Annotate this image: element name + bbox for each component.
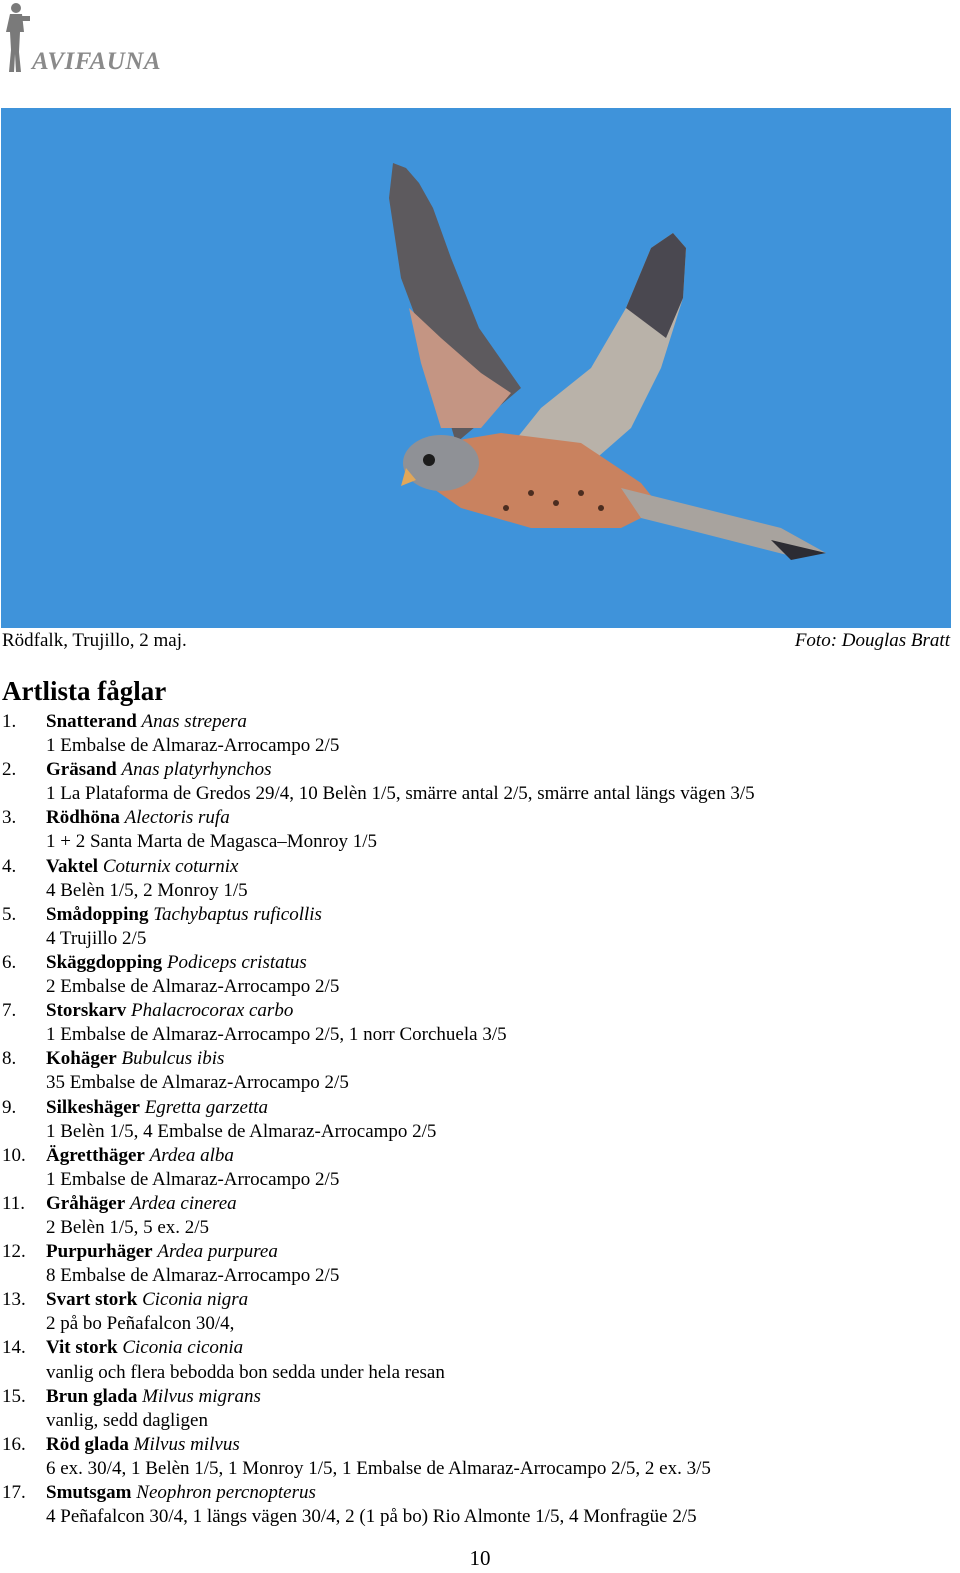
- species-number: 12.: [2, 1241, 26, 1263]
- species-title-line: [2, 951, 942, 975]
- species-title-line: [2, 1047, 942, 1071]
- species-swedish-name: Svart stork: [46, 1289, 138, 1311]
- species-details: 1 Embalse de Almaraz-Arrocampo 2/5, 1 norr Corchuela 3/5: [46, 1024, 507, 1046]
- species-details: 6 ex. 30/4, 1 Belèn 1/5, 1 Monroy 1/5, 1 Embalse de Almaraz-Arrocampo 2/5, 2 ex. 3/5: [46, 1457, 711, 1479]
- species-scientific-name: Ardea alba: [149, 1144, 234, 1166]
- species-scientific-name: Phalacrocorax carbo: [130, 1000, 294, 1022]
- species-entry: [2, 951, 942, 999]
- species-entry: [2, 1096, 942, 1144]
- birdwatcher-silhouette-icon: [2, 2, 32, 74]
- species-details: vanlig och flera bebodda bon sedda under hela resan: [46, 1361, 445, 1383]
- species-swedish-name: Gräsand: [46, 759, 117, 781]
- species-title-line: [2, 999, 942, 1023]
- species-swedish-name: Gråhäger: [46, 1192, 126, 1214]
- species-title-line: [2, 1096, 942, 1120]
- species-scientific-name: Ardea purpurea: [157, 1241, 278, 1263]
- species-title-line: [2, 758, 942, 782]
- species-details: 1 + 2 Santa Marta de Magasca–Monroy 1/5: [46, 831, 377, 853]
- species-scientific-name: Neophron percnopterus: [136, 1482, 316, 1503]
- species-details: 4 Peñafalcon 30/4, 1 längs vägen 30/4, 2 (1 på bo) Rio Almonte 1/5, 4 Monfragüe 2/5: [46, 1506, 697, 1528]
- species-details: 1 Embalse de Almaraz-Arrocampo 2/5: [46, 1168, 340, 1190]
- species-scientific-name: Milvus milvus: [133, 1433, 240, 1455]
- species-swedish-name: Snatterand: [46, 711, 137, 732]
- species-entry: [2, 1047, 942, 1095]
- species-scientific-name: Anas platyrhynchos: [121, 759, 272, 781]
- species-title-line: [2, 903, 942, 927]
- species-details: 1 Belèn 1/5, 4 Embalse de Almaraz-Arrocampo 2/5: [46, 1120, 437, 1142]
- species-scientific-name: Bubulcus ibis: [121, 1048, 225, 1070]
- kestrel-photo: [1, 108, 951, 628]
- species-title-line: [2, 1385, 942, 1409]
- species-entry: [2, 1240, 942, 1288]
- species-details: 35 Embalse de Almaraz-Arrocampo 2/5: [46, 1072, 349, 1094]
- species-swedish-name: Smådopping: [46, 903, 149, 925]
- species-title-line: [2, 1240, 942, 1264]
- species-entry: [2, 1144, 942, 1192]
- species-swedish-name: Purpurhäger: [46, 1241, 153, 1263]
- photo-caption-row: [2, 628, 950, 654]
- page-number: 10: [469, 1546, 491, 1570]
- species-entry: [2, 710, 942, 758]
- species-number: 8.: [2, 1048, 17, 1070]
- species-number: 7.: [2, 1000, 17, 1022]
- photo-caption: Rödfalk, Trujillo, 2 maj.: [2, 630, 187, 651]
- species-title-line: [2, 1433, 942, 1457]
- species-title-line: [2, 855, 942, 879]
- species-entry: [2, 1336, 942, 1384]
- species-details: vanlig, sedd dagligen: [46, 1409, 208, 1431]
- species-number: 15.: [2, 1385, 26, 1407]
- species-details: 4 Belèn 1/5, 2 Monroy 1/5: [46, 879, 248, 901]
- species-swedish-name: Kohäger: [46, 1048, 117, 1070]
- species-swedish-name: Storskarv: [46, 1000, 127, 1022]
- species-scientific-name: Alectoris rufa: [124, 807, 230, 829]
- species-entry: [2, 758, 942, 806]
- species-title-line: [2, 1481, 942, 1505]
- species-entry: [2, 1192, 942, 1240]
- species-details: 2 Embalse de Almaraz-Arrocampo 2/5: [46, 976, 340, 998]
- species-scientific-name: Ardea cinerea: [129, 1192, 237, 1214]
- species-title-line: [2, 1288, 942, 1312]
- species-entry: [2, 806, 942, 854]
- species-entry: [2, 1385, 942, 1433]
- species-number: 2.: [2, 759, 17, 781]
- kestrel-illustration: [1, 108, 951, 628]
- species-swedish-name: Brun glada: [46, 1385, 138, 1407]
- species-scientific-name: Podiceps cristatus: [166, 951, 307, 973]
- logo-text: AVIFAUNA: [32, 48, 162, 75]
- species-scientific-name: Coturnix coturnix: [102, 855, 239, 877]
- species-number: 1.: [2, 711, 17, 732]
- species-details: 1 La Plataforma de Gredos 29/4, 10 Belèn 1/5, smärre antal 2/5, smärre antal längs vägen 3/5: [46, 783, 755, 805]
- species-number: 13.: [2, 1289, 26, 1311]
- species-swedish-name: Skäggdopping: [46, 951, 163, 973]
- species-scientific-name: Milvus migrans: [142, 1385, 261, 1407]
- species-scientific-name: Egretta garzetta: [144, 1096, 269, 1118]
- species-entry: [2, 855, 942, 903]
- species-number: 16.: [2, 1433, 26, 1455]
- section-heading: Artlista fåglar: [2, 676, 167, 706]
- species-number: 14.: [2, 1337, 26, 1359]
- species-title-line: [2, 1192, 942, 1216]
- species-scientific-name: Anas strepera: [141, 711, 247, 732]
- species-title-line: [2, 710, 942, 734]
- species-swedish-name: Ägretthäger: [46, 1144, 145, 1166]
- photo-credit: Foto: Douglas Bratt: [794, 630, 950, 651]
- species-details: 4 Trujillo 2/5: [46, 927, 147, 949]
- species-details: 2 Belèn 1/5, 5 ex. 2/5: [46, 1216, 210, 1238]
- species-entry: [2, 903, 942, 951]
- species-details: 8 Embalse de Almaraz-Arrocampo 2/5: [46, 1265, 340, 1287]
- species-swedish-name: Röd glada: [46, 1433, 129, 1455]
- species-number: 9.: [2, 1096, 17, 1118]
- species-details: 1 Embalse de Almaraz-Arrocampo 2/5: [46, 735, 340, 757]
- species-number: 5.: [2, 903, 17, 925]
- species-swedish-name: Vaktel: [46, 855, 99, 877]
- species-entry: [2, 999, 942, 1047]
- species-title-line: [2, 1336, 942, 1360]
- species-swedish-name: Rödhöna: [46, 807, 120, 829]
- species-number: 3.: [2, 807, 17, 829]
- species-scientific-name: Ciconia nigra: [142, 1289, 249, 1311]
- species-number: 17.: [2, 1482, 26, 1503]
- species-title-line: [2, 806, 942, 830]
- species-swedish-name: Smutsgam: [46, 1482, 132, 1503]
- species-swedish-name: Silkeshäger: [46, 1096, 140, 1118]
- species-scientific-name: Tachybaptus ruficollis: [153, 903, 322, 925]
- species-entry: [2, 1433, 942, 1481]
- avifauna-logo: [2, 2, 177, 77]
- species-swedish-name: Vit stork: [46, 1337, 118, 1359]
- species-title-line: [2, 1144, 942, 1168]
- species-details: 2 på bo Peñafalcon 30/4,: [46, 1313, 235, 1335]
- species-number: 11.: [2, 1192, 26, 1214]
- species-entry: [2, 1481, 942, 1529]
- species-scientific-name: Ciconia ciconia: [122, 1337, 244, 1359]
- species-number: 4.: [2, 855, 17, 877]
- species-number: 6.: [2, 951, 17, 973]
- species-entry: [2, 1288, 942, 1336]
- species-number: 10.: [2, 1144, 26, 1166]
- species-list: [2, 710, 942, 1529]
